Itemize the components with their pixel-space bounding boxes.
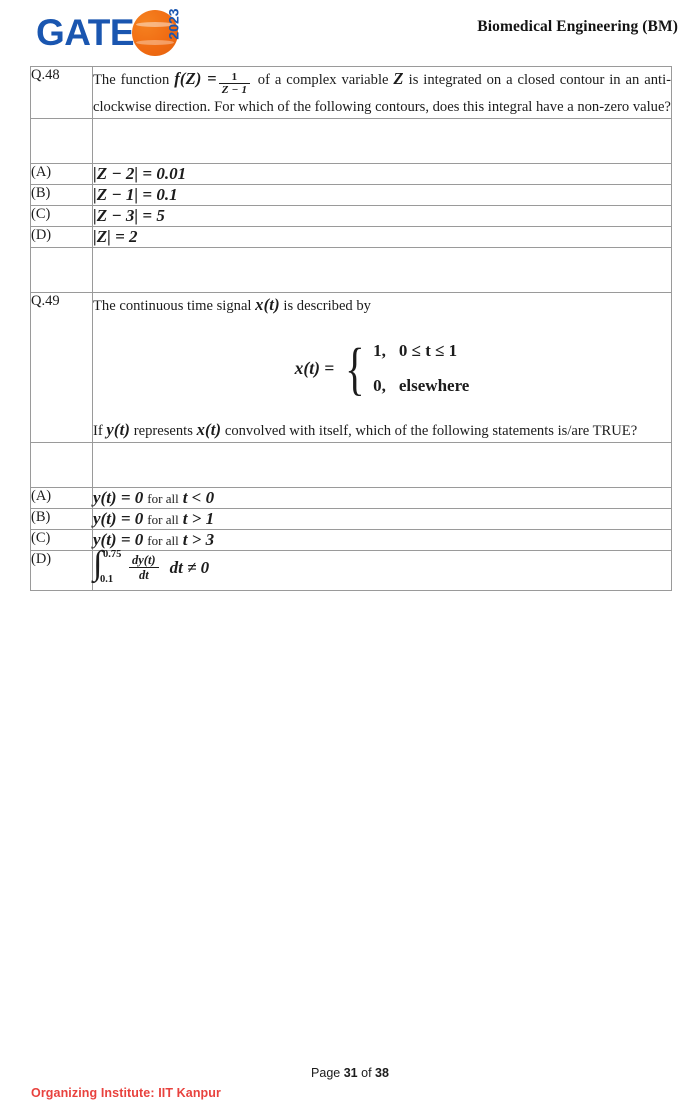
option-label: (A) bbox=[31, 488, 93, 509]
q49-stem-line1 bbox=[93, 293, 671, 318]
q49-tail-part3: convolved with itself, which of the following statements is/are TRUE? bbox=[224, 422, 638, 439]
integral-numerator: dy(t) bbox=[132, 552, 156, 567]
q48-function-expression bbox=[174, 69, 258, 97]
option-text bbox=[93, 164, 672, 185]
option-row[interactable] bbox=[31, 488, 672, 509]
page-number: 31 bbox=[343, 1066, 358, 1080]
spacer-label-cell bbox=[31, 248, 93, 293]
integral-fraction bbox=[129, 554, 159, 583]
q48-option-b-math: |Z − 1| = 0.1 bbox=[93, 185, 178, 205]
q49-tail-part2: represents bbox=[133, 422, 193, 439]
left-curly-brace-icon: { bbox=[345, 336, 365, 402]
q48-variable-z: Z bbox=[393, 69, 404, 88]
page-total: 38 bbox=[375, 1066, 389, 1080]
option-text bbox=[93, 530, 672, 551]
q48-fraction-numerator: 1 bbox=[231, 70, 238, 83]
spacer-row bbox=[31, 443, 672, 488]
option-label: (B) bbox=[31, 509, 93, 530]
q48-fraction bbox=[219, 72, 250, 97]
q49-option-a-condition: t < 0 bbox=[182, 488, 215, 508]
page-prefix: Page bbox=[311, 1066, 341, 1080]
option-row[interactable] bbox=[31, 551, 672, 591]
option-row[interactable] bbox=[31, 185, 672, 206]
spacer-body-cell bbox=[93, 119, 672, 164]
integral-glyph: ∫ bbox=[93, 545, 103, 583]
option-row[interactable] bbox=[31, 530, 672, 551]
q49-option-c-math: y(t) = 0 bbox=[93, 530, 144, 550]
q49-option-c-condition: t > 3 bbox=[182, 530, 215, 550]
page-header bbox=[0, 0, 700, 62]
option-text bbox=[93, 509, 672, 530]
spacer-row bbox=[31, 119, 672, 164]
gate-logo-year: 2023 bbox=[165, 8, 182, 40]
option-row[interactable] bbox=[31, 509, 672, 530]
option-label: (D) bbox=[31, 551, 93, 591]
question-row bbox=[31, 67, 672, 119]
page-number-footer bbox=[0, 1066, 700, 1080]
spacer-label-cell bbox=[31, 119, 93, 164]
q48-option-c-math: |Z − 3| = 5 bbox=[93, 206, 165, 226]
case-1-condition: 0 ≤ t ≤ 1 bbox=[398, 340, 458, 360]
q48-stem-part3: is integrated on a closed contour in an anti-clockwise direction. For which of the following contours, does this integral have a non-zero value? bbox=[93, 72, 671, 115]
option-text bbox=[93, 488, 672, 509]
question-number-cell: Q.48 bbox=[31, 67, 93, 119]
q49-option-a-math: y(t) = 0 bbox=[93, 488, 144, 508]
questions-table bbox=[30, 66, 672, 591]
q49-option-c-plain: for all bbox=[147, 533, 179, 549]
piecewise-case-2 bbox=[373, 376, 469, 395]
q49-signal-variable: x(t) bbox=[255, 295, 280, 315]
option-row[interactable] bbox=[31, 206, 672, 227]
q49-input-variable: x(t) bbox=[196, 419, 222, 439]
spacer-row bbox=[31, 248, 672, 293]
option-label: (A) bbox=[31, 164, 93, 185]
q49-output-variable: y(t) bbox=[106, 419, 131, 439]
q49-option-a-plain: for all bbox=[147, 491, 179, 507]
integral-sign-icon bbox=[93, 545, 127, 586]
question-text-cell bbox=[93, 67, 672, 119]
integral-lower-limit: 0.1 bbox=[100, 574, 114, 586]
option-text bbox=[93, 185, 672, 206]
paper-title: Biomedical Engineering (BM) bbox=[477, 18, 678, 35]
page-middle: of bbox=[361, 1066, 372, 1080]
option-row[interactable] bbox=[31, 164, 672, 185]
q49-option-b-condition: t > 1 bbox=[182, 509, 215, 529]
option-text bbox=[93, 206, 672, 227]
option-row[interactable] bbox=[31, 227, 672, 248]
gate-logo bbox=[36, 8, 186, 60]
q48-stem-part1: The function bbox=[93, 72, 170, 88]
case-2-value: 0, bbox=[373, 375, 386, 395]
q49-option-b-plain: for all bbox=[147, 512, 179, 528]
q49-stem-part2: is described by bbox=[283, 298, 371, 315]
option-label: (C) bbox=[31, 530, 93, 551]
q48-fraction-denominator: Z − 1 bbox=[219, 83, 250, 97]
q48-option-d-math: |Z| = 2 bbox=[93, 227, 138, 247]
case-2-condition: elsewhere bbox=[398, 375, 470, 395]
q49-piecewise-equation bbox=[93, 334, 671, 404]
q49-stem-tail bbox=[93, 418, 671, 443]
q49-stem-part1: The continuous time signal bbox=[93, 298, 252, 315]
case-1-value: 1, bbox=[373, 340, 386, 360]
option-label: (C) bbox=[31, 206, 93, 227]
organizing-institute-footer: Organizing Institute: IIT Kanpur bbox=[31, 1086, 221, 1100]
piecewise-cases bbox=[373, 334, 469, 404]
question-row bbox=[31, 293, 672, 443]
q49-tail-part1: If bbox=[93, 422, 103, 439]
question-text-cell bbox=[93, 293, 672, 443]
spacer-label-cell bbox=[31, 443, 93, 488]
spacer-body-cell bbox=[93, 443, 672, 488]
integral-tail: dt ≠ 0 bbox=[169, 558, 210, 578]
integral-upper-limit: 0.75 bbox=[103, 549, 122, 561]
q49-option-d-integral bbox=[93, 545, 210, 586]
gate-logo-wordmark: GATE bbox=[36, 12, 135, 53]
q48-stem-part2: of a complex variable bbox=[257, 72, 389, 88]
piecewise-case-1 bbox=[373, 341, 457, 360]
option-text bbox=[93, 227, 672, 248]
question-number-cell: Q.49 bbox=[31, 293, 93, 443]
option-label: (D) bbox=[31, 227, 93, 248]
q49-option-b-math: y(t) = 0 bbox=[93, 509, 144, 529]
spacer-body-cell bbox=[93, 248, 672, 293]
option-text bbox=[93, 545, 672, 591]
q48-option-a-math: |Z − 2| = 0.01 bbox=[93, 164, 187, 184]
piecewise-expression bbox=[295, 334, 470, 404]
piecewise-lhs: x(t) = bbox=[294, 357, 335, 378]
option-label: (B) bbox=[31, 185, 93, 206]
integral-denominator: dt bbox=[129, 567, 159, 582]
q48-function-lhs: f(Z) = bbox=[174, 69, 217, 88]
